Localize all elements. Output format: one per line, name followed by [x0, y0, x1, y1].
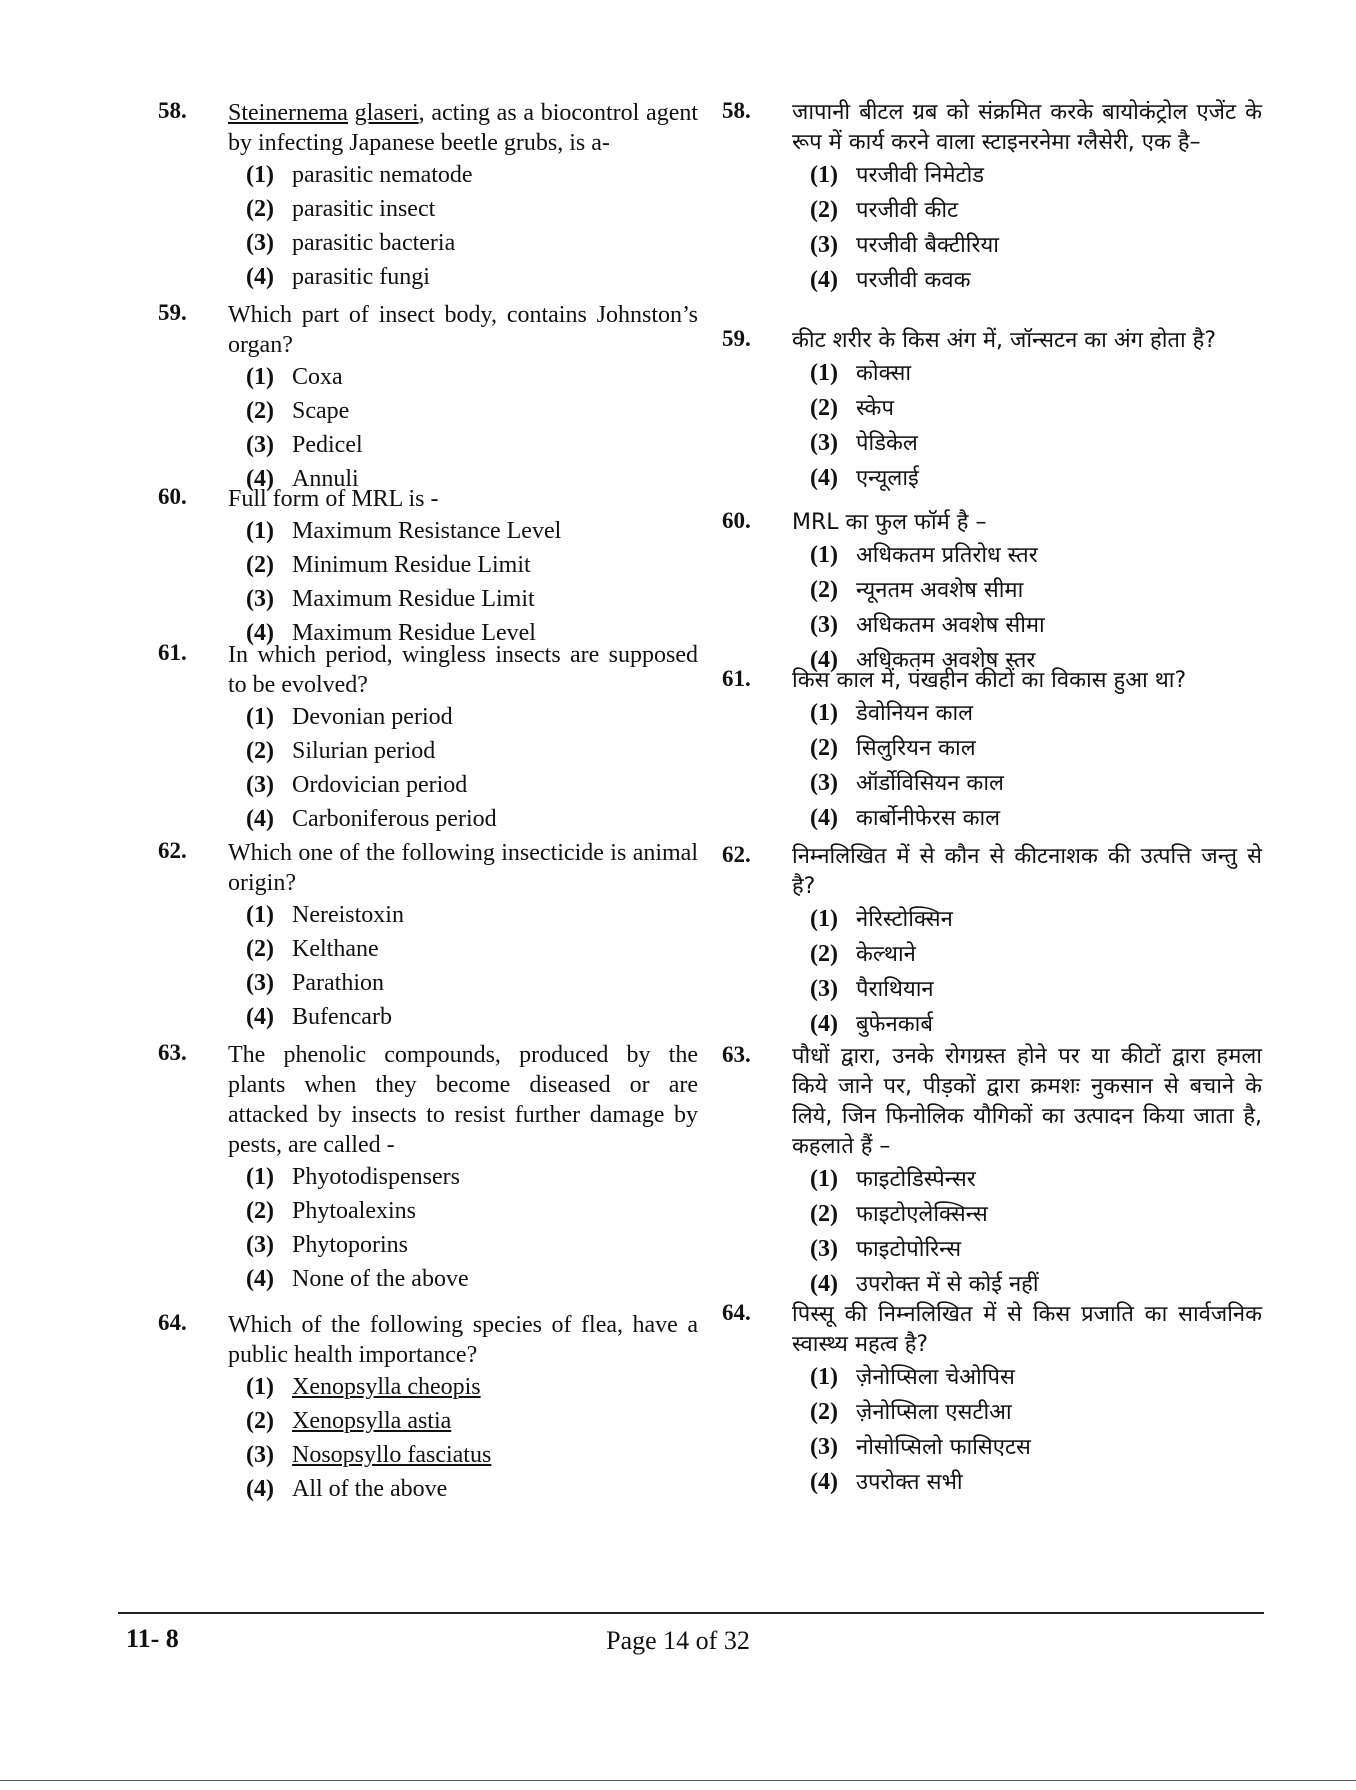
option: (2) सिलुरियन काल: [810, 735, 976, 761]
question-number: 59.: [158, 300, 187, 325]
option: (4) parasitic fungi: [246, 264, 430, 290]
option: (2) केल्थाने: [810, 941, 916, 967]
question-text: Which one of the following insecticide is animal origin?: [228, 840, 698, 896]
question-text: पौधों द्वारा, उनके रोगग्रस्त होने पर या कीटों द्वारा हमला किये जाने पर, पीड़कों द्वारा क्रमशः नुकसान से बचाने के लिये, जिन फिनोलिक यौगिकों का उत्पादन किया जाता है, कहलाते हैं –: [792, 1044, 1262, 1159]
option: (2) फाइटोएलेक्सिन्स: [810, 1201, 988, 1227]
option: (4) Bufencarb: [246, 1004, 392, 1030]
option: (1) परजीवी निमेटोड: [810, 162, 985, 188]
option: (1) Coxa: [246, 364, 343, 390]
option: (2) Phytoalexins: [246, 1198, 416, 1224]
option: (3) परजीवी बैक्टीरिया: [810, 232, 999, 258]
question-text: पिस्सू की निम्नलिखित में से किस प्रजाति का सार्वजनिक स्वास्थ्य महत्व है?: [792, 1302, 1262, 1357]
option: (3) पेडिकेल: [810, 430, 918, 456]
option: (2) Silurian period: [246, 738, 436, 764]
question-number: 61.: [722, 666, 751, 691]
question-text: निम्नलिखित में से कौन से कीटनाशक की उत्पत्ति जन्तु से है?: [792, 844, 1262, 899]
option: (3) पैराथियान: [810, 976, 934, 1002]
question-60-hi: [722, 508, 1262, 673]
page-number: Page 14 of 32: [606, 1626, 750, 1655]
question-58-hi: [722, 98, 1262, 326]
option: (1) कोक्सा: [810, 360, 912, 386]
option: (2) स्केप: [810, 395, 894, 421]
option: (4) परजीवी कवक: [810, 267, 971, 293]
question-text: Steinernema glaseri, acting as a biocontrol agent by infecting Japanese beetle grubs, is a-: [228, 100, 699, 156]
option: (2) ज़ेनोप्सिला एसटीआ: [810, 1399, 1012, 1425]
question-59-hi: [722, 326, 1262, 508]
question-63-en: [158, 1040, 698, 1310]
question-58-en: [158, 98, 698, 300]
option: (1) parasitic nematode: [246, 162, 473, 188]
question-text: MRL का फुल फॉर्म है –: [792, 510, 987, 535]
option: (4) Maximum Residue Level: [246, 620, 536, 646]
option: (1) Nereistoxin: [246, 902, 404, 928]
option: (3) नोसोप्सिलो फासिएटस: [810, 1434, 1031, 1460]
english-column: [158, 98, 698, 1510]
question-number: 58.: [722, 98, 751, 123]
option: (1) Maximum Resistance Level: [246, 518, 562, 544]
question-number: 64.: [158, 1310, 187, 1335]
question-61-hi: [722, 666, 1262, 842]
option: (4) Carboniferous period: [246, 806, 497, 832]
question-text: Which of the following species of flea, have a public health importance?: [228, 1312, 698, 1368]
option: (4) All of the above: [246, 1476, 448, 1502]
question-59-en: [158, 300, 698, 492]
option: (2) Xenopsylla astia: [246, 1408, 452, 1434]
option: (1) फाइटोडिस्पेन्सर: [810, 1166, 976, 1192]
option: (3) Parathion: [246, 970, 384, 996]
question-text: Full form of MRL is -: [228, 486, 439, 512]
question-text: The phenolic compounds, produced by the plants when they become diseased or are attacked by insects to resist further damage by pests, are called -: [228, 1042, 698, 1158]
option: (1) डेवोनियन काल: [810, 700, 974, 726]
option: (2) परजीवी कीट: [810, 197, 959, 223]
question-number: 63.: [158, 1040, 187, 1065]
option: (3) parasitic bacteria: [246, 230, 456, 256]
option: (4) उपरोक्त में से कोई नहीं: [810, 1271, 1039, 1297]
question-number: 63.: [722, 1042, 751, 1067]
booklet-code: 11- 8: [126, 1624, 179, 1653]
question-number: 64.: [722, 1300, 751, 1325]
option: (4) एन्यूलाई: [810, 465, 919, 491]
question-number: 58.: [158, 98, 187, 123]
option: (4) अधिकतम अवशेष स्तर: [810, 647, 1036, 673]
bottom-edge-line: [0, 1780, 1356, 1781]
option: (3) ऑर्डोविसियन काल: [810, 770, 1004, 796]
species-genus: Steinernema: [228, 100, 348, 126]
option: (4) बुफेनकार्ब: [810, 1011, 933, 1037]
question-text: जापानी बीटल ग्रब को संक्रमित करके बायोकंट्रोल एजेंट के रूप में कार्य करने वाला स्टाइनरनेमा ग्लैसेरी, एक है–: [792, 100, 1262, 155]
option: (4) उपरोक्त सभी: [810, 1469, 963, 1495]
option: (3) Pedicel: [246, 432, 363, 458]
option: (2) parasitic insect: [246, 196, 436, 222]
option: (2) Minimum Residue Limit: [246, 552, 531, 578]
question-62-en: [158, 838, 698, 1040]
question-number: 62.: [722, 842, 751, 867]
option: (1) नेरिस्टोक्सिन: [810, 906, 953, 932]
option: (3) फाइटोपोरिन्स: [810, 1236, 962, 1262]
option: (4) Annuli: [246, 466, 359, 492]
option: (1) Phyotodispensers: [246, 1164, 460, 1190]
question-64-en: [158, 1310, 698, 1510]
option: (3) Phytoporins: [246, 1232, 409, 1258]
question-number: 60.: [158, 484, 187, 509]
option: (4) कार्बोनीफेरस काल: [810, 805, 1001, 831]
option: (3) Maximum Residue Limit: [246, 586, 535, 612]
option: (1) अधिकतम प्रतिरोध स्तर: [810, 542, 1038, 568]
hindi-column: [722, 98, 1262, 1500]
option: (1) Devonian period: [246, 704, 453, 730]
question-62-hi: [722, 842, 1262, 1042]
option: (1) ज़ेनोप्सिला चेओपिस: [810, 1364, 1015, 1390]
option: (2) Kelthane: [246, 936, 379, 962]
question-number: 59.: [722, 326, 751, 351]
question-text: किस काल में, पंखहीन कीटों का विकास हुआ था?: [792, 668, 1187, 693]
option: (3) अधिकतम अवशेष सीमा: [810, 612, 1045, 638]
question-number: 61.: [158, 640, 187, 665]
question-text: Which part of insect body, contains Johnston’s organ?: [228, 302, 698, 358]
option: (3) Nosopsyllo fasciatus: [246, 1442, 492, 1468]
option: (1) Xenopsylla cheopis: [246, 1374, 481, 1400]
question-61-en: [158, 640, 698, 838]
species-name: glaseri: [354, 100, 419, 126]
question-63-hi: [722, 1042, 1262, 1300]
option: (2) न्यूनतम अवशेष सीमा: [810, 577, 1024, 603]
question-60-en: [158, 484, 698, 646]
question-text: कीट शरीर के किस अंग में, जॉन्सटन का अंग होता है?: [792, 328, 1217, 353]
question-text: In which period, wingless insects are supposed to be evolved?: [228, 642, 698, 698]
footer-divider: [118, 1612, 1264, 1614]
option: (3) Ordovician period: [246, 772, 468, 798]
option: (2) Scape: [246, 398, 350, 424]
option: (4) None of the above: [246, 1266, 469, 1292]
question-number: 62.: [158, 838, 187, 863]
question-number: 60.: [722, 508, 751, 533]
question-64-hi: [722, 1300, 1262, 1500]
